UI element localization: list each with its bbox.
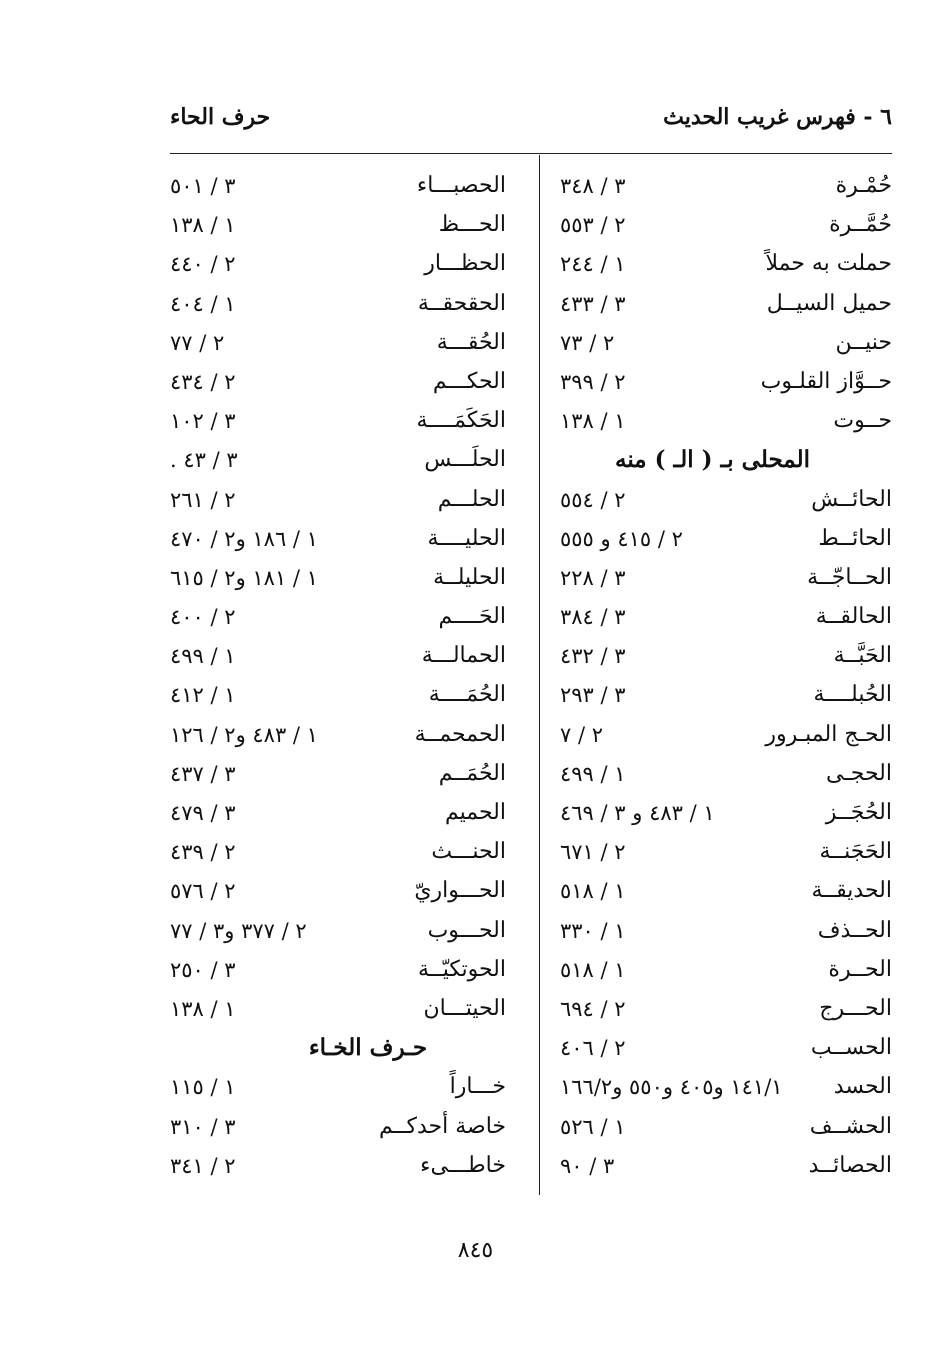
entry-term: الحُمَــم	[438, 760, 506, 786]
entry-term: الحنـــث	[431, 839, 506, 865]
entry-reference: ١ / ١٨٦ و٢ / ٤٧٠	[170, 526, 318, 551]
index-entry	[170, 248, 506, 287]
entry-term: خـــاراً	[449, 1074, 506, 1100]
entry-term: الحيتـــان	[423, 995, 506, 1021]
entry-term: حُمْـرة	[835, 173, 892, 198]
index-entry	[170, 875, 506, 914]
entry-reference: ٣ / ٣١٠	[170, 1114, 236, 1139]
index-entry	[560, 1111, 892, 1150]
entry-reference: ٣ / ١٠٢	[170, 409, 236, 434]
entry-term: حُمَّــرة	[829, 212, 892, 238]
entry-reference: ٢ / ٤١٥ و ٥٥٥	[560, 526, 683, 551]
entry-term: حــوت	[833, 408, 892, 434]
index-entry	[560, 875, 892, 914]
entry-term: الحـــوب	[427, 917, 506, 943]
entry-term: الحُجَــز	[825, 800, 892, 825]
entry-term: الحمالـــة	[421, 643, 506, 669]
entry-term: الحـــظ	[438, 212, 506, 238]
index-entry	[170, 679, 506, 718]
index-entry	[170, 1111, 506, 1150]
entry-reference: ٣ / ٤٧٩	[170, 801, 236, 825]
entry-reference: ١ / ٤٨٣ و ٣ / ٤٦٩	[560, 801, 715, 825]
index-entry	[560, 993, 892, 1032]
entry-reference: ٢ / ٧	[560, 722, 603, 747]
entry-reference: ٣ / ٣٨٤	[560, 605, 626, 630]
index-entry	[560, 679, 892, 718]
entry-term: الحــذف	[817, 917, 892, 943]
index-entry	[170, 993, 506, 1032]
entry-term: الحـــرج	[819, 995, 892, 1021]
index-entry	[560, 248, 892, 287]
index-entry	[170, 1071, 506, 1110]
index-entry	[170, 288, 506, 327]
page-header	[170, 104, 892, 140]
entry-reference: ١ / ٣٣٠	[560, 918, 626, 943]
entry-reference: ٢ / ٣٧٧ و٣ / ٧٧	[170, 918, 307, 943]
index-entry	[170, 444, 506, 483]
entry-reference: ٢ / ٣٩٩	[560, 369, 626, 394]
index-entry	[560, 209, 892, 248]
entry-term: الحَجَنــة	[819, 839, 892, 865]
index-title: ٦ - فهرس غريب الحديث	[663, 104, 892, 130]
index-entry	[170, 484, 506, 523]
index-entry	[560, 1032, 892, 1071]
entry-term: الحمحمــة	[414, 721, 506, 747]
index-entry	[560, 484, 892, 523]
index-entry	[560, 327, 892, 366]
entry-reference: ١ / ٢٤٤	[560, 252, 626, 277]
entry-reference: ٣ / ٢٢٨	[560, 565, 626, 590]
page-number: ٨٤٥	[457, 1238, 494, 1263]
entry-reference: ٢ / ٧٧	[170, 330, 225, 355]
entry-reference: ٢ / ٤٣٤	[170, 369, 236, 394]
index-entry	[170, 758, 506, 797]
entry-reference: ١ / ١٣٨	[170, 996, 236, 1021]
entry-term: الحصبـــاء	[416, 173, 506, 198]
entry-reference: ٢ / ٧٣	[560, 330, 615, 355]
entry-reference: ١ / ٥١٨	[560, 879, 626, 904]
entry-reference: ١ / ١٣٨	[170, 213, 236, 238]
entry-term: الحُقـــة	[436, 329, 506, 355]
entry-term: حــوَّاز القلـوب	[760, 368, 892, 394]
entry-term: الحــاجّــة	[807, 564, 892, 590]
entry-reference: ٣ / ٢٥٠	[170, 957, 236, 982]
entry-reference: ٢ / ٥٥٤	[560, 487, 626, 512]
index-entry	[170, 915, 506, 954]
entry-term: الحديقــة	[811, 878, 892, 904]
entry-reference: ٢ / ٦٧١	[560, 840, 626, 865]
entry-term: حميل السيــل	[766, 290, 892, 316]
entry-reference: ١ / ٤١٢	[170, 683, 236, 708]
entry-term: الحُمَــــة	[428, 682, 506, 708]
entry-term: الحَكَمَــــة	[416, 408, 506, 434]
index-entry	[560, 1150, 892, 1189]
entry-reference: ٢ / ٤٣٩	[170, 840, 236, 865]
entry-term: الحكـــم	[432, 368, 506, 394]
entry-term: حملت به حملاً	[765, 251, 892, 277]
entry-reference: ١ / ٤٩٩	[560, 761, 626, 786]
entry-term: الحَبَّــة	[833, 643, 892, 669]
entry-term: الحـج المبـرور	[765, 721, 892, 747]
index-entry	[170, 170, 506, 209]
entry-term: الحسد	[833, 1074, 892, 1100]
entry-term: الحائــش	[811, 486, 892, 512]
entry-term: الحشــف	[809, 1113, 892, 1139]
index-entry	[170, 209, 506, 248]
entry-term: الحقحقــة	[417, 290, 506, 316]
index-entry	[560, 170, 892, 209]
index-entry	[560, 1071, 892, 1110]
entry-reference: ١ / ٤٨٣ و٢ / ١٢٦	[170, 722, 318, 747]
entry-reference: ١ / ١٨١ و٢ / ٦١٥	[170, 565, 318, 590]
entry-term: الحليــــة	[427, 525, 506, 551]
entry-reference: ٣ / ٤٣ .	[170, 448, 238, 473]
entry-reference: ٣ / ٥٠١	[170, 174, 236, 198]
index-entry	[560, 562, 892, 601]
index-entry	[170, 523, 506, 562]
index-entry	[560, 758, 892, 797]
entry-term: الحميم	[444, 800, 506, 825]
index-entry	[170, 836, 506, 875]
index-entry	[170, 366, 506, 405]
entry-term: الحلـــم	[437, 486, 506, 512]
entry-term: الحُبلــــة	[813, 682, 892, 708]
index-entry	[560, 601, 892, 640]
entry-reference: ١ / ٥١٨	[560, 957, 626, 982]
index-entry	[170, 1150, 506, 1189]
entry-term: الحوتكيّــة	[418, 956, 506, 982]
entry-term: الحظـــار	[424, 251, 506, 277]
entry-reference: ١ / ١١٥	[170, 1075, 236, 1100]
entry-term: الحلَـــس	[424, 447, 506, 473]
entry-term: خاطـــىء	[420, 1152, 506, 1178]
index-entry	[170, 562, 506, 601]
entry-reference: ١٤١/١ و٤٠٥ و٥٥٠ و١٦٦/٢	[560, 1075, 783, 1100]
index-entry	[560, 954, 892, 993]
entry-reference: ٢ / ٦٩٤	[560, 996, 626, 1021]
entry-reference: ١ / ٤٩٩	[170, 644, 236, 669]
entry-reference: ١ / ٥٢٦	[560, 1114, 626, 1139]
entry-reference: ٢ / ٥٥٣	[560, 213, 626, 238]
entry-reference: ٢ / ٣٤١	[170, 1153, 236, 1178]
entry-term: الحائــط	[818, 525, 892, 551]
index-entry	[170, 640, 506, 679]
right-column	[560, 170, 892, 1189]
entry-reference: ١ / ٤٠٤	[170, 291, 236, 316]
entry-reference: ٢ / ٤٠٦	[560, 1036, 626, 1061]
header-rule	[170, 153, 892, 154]
index-entry	[560, 288, 892, 327]
entry-reference: ٢ / ٤٠٠	[170, 605, 236, 630]
entry-reference: ٣ / ٢٩٣	[560, 683, 626, 708]
index-entry	[170, 797, 506, 836]
left-column	[170, 170, 506, 1189]
entry-term: الحصائــد	[808, 1152, 892, 1178]
index-entry	[560, 523, 892, 562]
section-heading: حـرف الخـاء	[308, 1034, 428, 1062]
entry-term: الحليلــة	[433, 564, 506, 590]
entry-reference: ٢ / ٢٦١	[170, 487, 236, 512]
index-entry	[170, 327, 506, 366]
section-heading: المحلى بـ ( الـ ) منه	[615, 446, 810, 474]
index-entry	[560, 915, 892, 954]
entry-term: حنيــن	[835, 329, 892, 355]
column-divider	[539, 155, 540, 1195]
index-entry	[170, 405, 506, 444]
entry-term: الحـــواريّ	[414, 878, 506, 904]
entry-reference: ١ / ١٣٨	[560, 409, 626, 434]
entry-term: خاصة أحدكــم	[378, 1113, 506, 1139]
entry-term: الحســب	[810, 1035, 892, 1061]
index-entry	[560, 797, 892, 836]
index-entry	[560, 405, 892, 444]
index-entry	[170, 601, 506, 640]
entry-reference: ٢ / ٥٧٦	[170, 879, 236, 904]
index-entry	[560, 836, 892, 875]
index-entry	[170, 719, 506, 758]
letter-section-title: حرف الحاء	[170, 104, 271, 130]
entry-reference: ٢ / ٤٤٠	[170, 252, 236, 277]
entry-reference: ٣ / ٤٣٢	[560, 644, 626, 669]
entry-reference: ٣ / ٣٤٨	[560, 174, 626, 198]
entry-reference: ٣ / ٤٣٧	[170, 761, 236, 786]
index-entry	[560, 640, 892, 679]
entry-term: الحــرة	[828, 956, 892, 982]
entry-reference: ٣ / ٤٣٣	[560, 291, 626, 316]
index-entry	[170, 954, 506, 993]
entry-term: الحَــــم	[438, 604, 506, 630]
index-entry	[560, 719, 892, 758]
entry-reference: ٣ / ٩٠	[560, 1153, 615, 1178]
entry-term: الحجـى	[826, 760, 892, 786]
entry-term: الحالقــة	[815, 604, 892, 630]
index-entry	[560, 366, 892, 405]
